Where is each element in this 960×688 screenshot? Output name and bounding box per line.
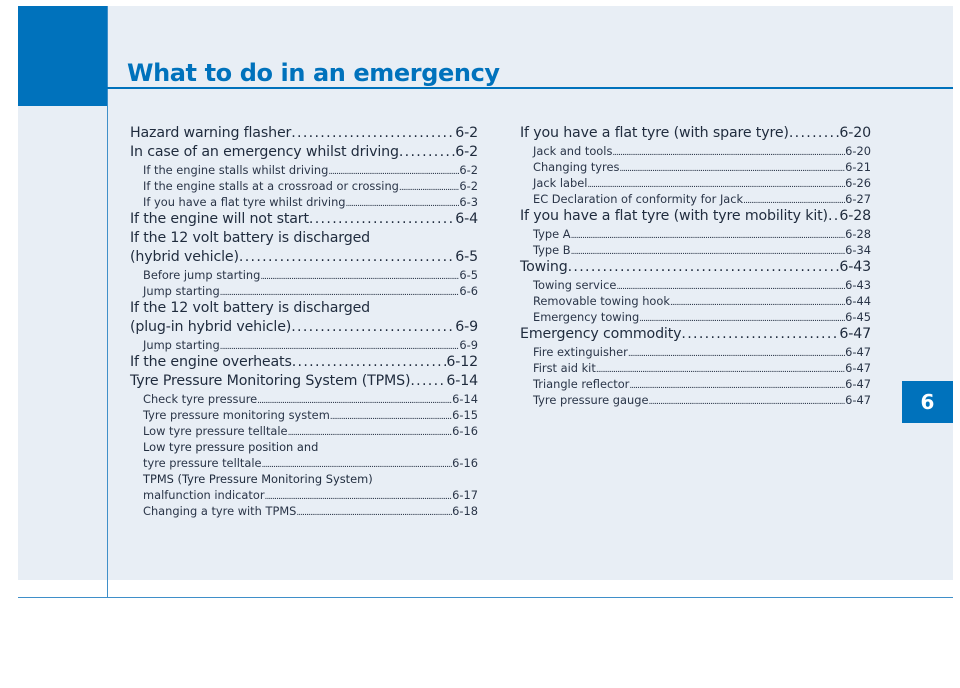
toc-sub-entry[interactable] <box>520 376 871 392</box>
toc-page-number: 6-12 <box>446 354 478 370</box>
toc-page-number: 6-34 <box>845 243 871 257</box>
toc-sub-entry[interactable] <box>130 407 478 423</box>
toc-entry-label: Jack and tools <box>533 144 613 158</box>
toc-sub-entry[interactable] <box>520 293 871 309</box>
toc-page-number: 6-18 <box>452 504 478 518</box>
toc-entry-label: Towing <box>520 259 568 275</box>
toc-entry-label: First aid kit <box>533 361 596 375</box>
toc-main-entry[interactable] <box>130 318 478 337</box>
toc-page-number: 6-47 <box>845 377 871 391</box>
chapter-tab-number: 6 <box>920 390 935 414</box>
toc-page-number: 6-14 <box>446 373 478 389</box>
toc-page-number: 6-9 <box>459 338 478 352</box>
toc-entry-label: (hybrid vehicle) <box>130 249 239 265</box>
toc-entry-label: Changing tyres <box>533 160 620 174</box>
toc-entry-label: Tyre pressure gauge <box>533 393 649 407</box>
toc-page-number: 6-47 <box>845 393 871 407</box>
toc-dot-leader <box>291 124 455 143</box>
toc-right-column <box>520 124 871 408</box>
toc-dot-leader <box>292 353 447 372</box>
toc-main-entry[interactable] <box>130 372 478 391</box>
toc-page-number: 6-6 <box>459 284 478 298</box>
toc-dot-leader <box>648 392 845 410</box>
toc-dot-leader <box>789 124 840 143</box>
toc-entry-label: Emergency towing <box>533 310 640 324</box>
toc-sub-entry[interactable] <box>520 159 871 175</box>
toc-page-number: 6-3 <box>459 195 478 209</box>
toc-page-number: 6-43 <box>845 278 871 292</box>
toc-page-number: 6-16 <box>452 456 478 470</box>
toc-sub-entry[interactable] <box>130 267 478 283</box>
chapter-title: What to do in an emergency <box>127 59 500 87</box>
toc-sub-entry[interactable] <box>520 143 871 159</box>
toc-main-entry[interactable] <box>130 353 478 372</box>
toc-entry-label: If you have a flat tyre (with tyre mobility kit) <box>520 208 828 224</box>
toc-sub-entry[interactable] <box>520 226 871 242</box>
toc-sub-entry[interactable] <box>520 242 871 258</box>
footer-divider <box>18 597 953 598</box>
toc-page-number: 6-26 <box>845 176 871 190</box>
toc-page-number: 6-28 <box>839 208 871 224</box>
toc-entry-line: If the 12 volt battery is discharged <box>130 230 371 246</box>
toc-entry-label: If the engine stalls whilst driving <box>143 163 329 177</box>
toc-entry-label: If the engine will not start <box>130 211 309 227</box>
toc-page-number: 6-16 <box>452 424 478 438</box>
toc-left-column <box>130 124 478 519</box>
toc-entry-label: malfunction indicator <box>143 488 265 502</box>
toc-page-number: 6-20 <box>839 125 871 141</box>
toc-sub-entry[interactable] <box>520 277 871 293</box>
toc-entry-label: Emergency commodity <box>520 326 682 342</box>
toc-main-entry[interactable] <box>130 143 478 162</box>
toc-page-number: 6-27 <box>845 192 871 206</box>
toc-entry-label: Before jump starting <box>143 268 261 282</box>
toc-entry-label: Removable towing hook <box>533 294 670 308</box>
toc-entry-label: Jump starting <box>143 284 220 298</box>
toc-main-entry[interactable] <box>520 124 871 143</box>
toc-entry-label: Triangle reflector <box>533 377 630 391</box>
toc-entry-label: If you have a flat tyre whilst driving <box>143 195 346 209</box>
toc-entry-line: If the 12 volt battery is discharged <box>130 300 371 316</box>
toc-page-number: 6-15 <box>452 408 478 422</box>
toc-entry-label: Tyre pressure monitoring system <box>143 408 330 422</box>
toc-sub-entry[interactable] <box>130 503 478 519</box>
toc-page-number: 6-17 <box>452 488 478 502</box>
toc-sub-entry[interactable] <box>130 391 478 407</box>
toc-entry-label: Type B <box>533 243 571 257</box>
toc-entry-label: If the engine overheats <box>130 354 292 370</box>
toc-sub-entry[interactable] <box>130 337 478 353</box>
toc-page-number: 6-43 <box>839 259 871 275</box>
toc-sub-entry[interactable] <box>520 344 871 360</box>
toc-entry-label: EC Declaration of conformity for Jack <box>533 192 744 206</box>
toc-sub-entry[interactable] <box>520 175 871 191</box>
toc-entry-label: Low tyre pressure telltale <box>143 424 288 438</box>
toc-entry-label: Type A <box>533 227 571 241</box>
toc-entry-label: Jack label <box>533 176 588 190</box>
toc-entry-label: Tyre Pressure Monitoring System (TPMS) <box>130 373 411 389</box>
toc-sub-entry[interactable] <box>520 392 871 408</box>
toc-entry-label: Hazard warning flasher <box>130 125 292 141</box>
toc-dot-leader <box>828 207 839 226</box>
toc-main-entry[interactable] <box>130 248 478 267</box>
chapter-tab[interactable] <box>902 381 953 423</box>
title-underline <box>107 87 953 89</box>
toc-entry-label: (plug-in hybrid vehicle) <box>130 319 292 335</box>
toc-page-number: 6-47 <box>839 326 871 342</box>
toc-main-entry[interactable] <box>520 258 871 277</box>
toc-entry-label: tyre pressure telltale <box>143 456 262 470</box>
toc-page-number: 6-47 <box>845 345 871 359</box>
toc-page-number: 6-21 <box>845 160 871 174</box>
toc-page-number: 6-4 <box>455 211 478 227</box>
toc-sub-entry[interactable] <box>520 360 871 376</box>
toc-entry-label: If you have a flat tyre (with spare tyre) <box>520 125 789 141</box>
toc-page-number: 6-44 <box>845 294 871 308</box>
toc-entry-label: Fire extinguisher <box>533 345 628 359</box>
toc-entry-line: TPMS (Tyre Pressure Monitoring System) <box>143 472 373 486</box>
header-color-block <box>18 6 107 106</box>
toc-sub-entry[interactable] <box>520 309 871 325</box>
toc-page-number: 6-9 <box>455 319 478 335</box>
toc-entry-label: If the engine stalls at a crossroad or crossing <box>143 179 399 193</box>
toc-dot-leader <box>410 372 446 391</box>
toc-page-number: 6-2 <box>459 179 478 193</box>
toc-entry-label: Check tyre pressure <box>143 392 258 406</box>
toc-dot-leader <box>296 503 452 521</box>
toc-dot-leader <box>568 258 840 277</box>
toc-dot-leader <box>399 143 455 162</box>
toc-main-entry[interactable] <box>130 124 478 143</box>
toc-page-number: 6-45 <box>845 310 871 324</box>
toc-sub-entry[interactable] <box>130 194 478 210</box>
toc-main-entry[interactable] <box>520 325 871 344</box>
toc-page-number: 6-28 <box>845 227 871 241</box>
toc-entry-label: Towing service <box>533 278 617 292</box>
toc-entry-line: Low tyre pressure position and <box>143 440 319 454</box>
toc-page-number: 6-14 <box>452 392 478 406</box>
toc-sub-entry[interactable] <box>130 487 478 503</box>
toc-sub-entry[interactable] <box>520 191 871 207</box>
toc-page-number: 6-5 <box>455 249 478 265</box>
toc-entry-label: Changing a tyre with TPMS <box>143 504 297 518</box>
toc-sub-entry[interactable] <box>130 162 478 178</box>
toc-page-number: 6-2 <box>459 163 478 177</box>
toc-dot-leader <box>239 248 455 267</box>
toc-main-entry[interactable] <box>130 210 478 229</box>
toc-sub-entry[interactable] <box>130 423 478 439</box>
toc-dot-leader <box>291 318 455 337</box>
toc-sub-entry[interactable] <box>130 455 478 471</box>
toc-main-entry[interactable] <box>520 207 871 226</box>
toc-page-number: 6-5 <box>459 268 478 282</box>
toc-page-number: 6-2 <box>455 144 478 160</box>
toc-page-number: 6-47 <box>845 361 871 375</box>
toc-sub-entry[interactable] <box>130 283 478 299</box>
toc-dot-leader <box>681 325 839 344</box>
toc-page-number: 6-2 <box>455 125 478 141</box>
toc-dot-leader <box>309 210 455 229</box>
toc-sub-entry[interactable] <box>130 178 478 194</box>
margin-divider-vertical <box>107 6 108 598</box>
toc-page-number: 6-20 <box>845 144 871 158</box>
toc-entry-label: Jump starting <box>143 338 220 352</box>
toc-entry-label: In case of an emergency whilst driving <box>130 144 399 160</box>
